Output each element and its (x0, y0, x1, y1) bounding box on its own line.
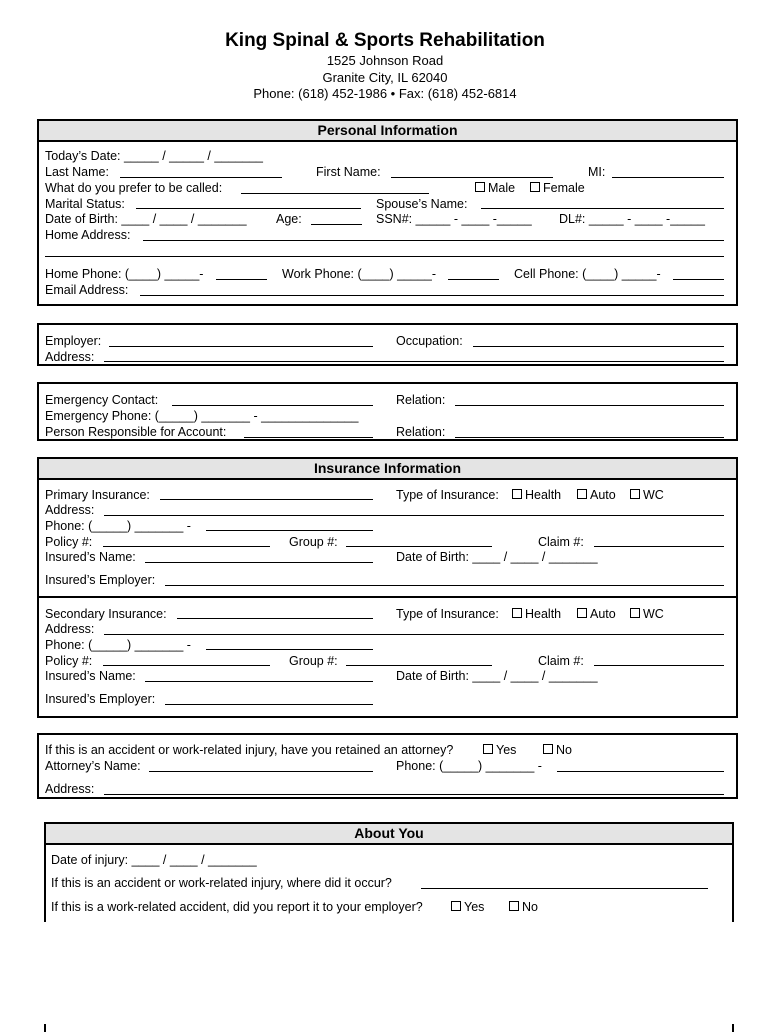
page-cutoff (0, 922, 770, 1024)
auto-label: Auto (590, 488, 616, 502)
responsible-person-label: Person Responsible for Account: (45, 425, 227, 439)
checkbox-icon (530, 182, 540, 192)
primary-insured-employer-label: Insured’s Employer: (45, 573, 156, 587)
emergency-relation-label: Relation: (396, 393, 446, 407)
primary-insured-name-input[interactable] (145, 562, 373, 563)
secondary-policy-input[interactable] (103, 665, 270, 666)
employer-input[interactable] (109, 346, 373, 347)
primary-phone-input[interactable] (206, 530, 373, 531)
emergency-contact-label: Emergency Contact: (45, 393, 159, 407)
primary-type-label: Type of Insurance: (396, 488, 499, 502)
section-heading-about-you: About You (46, 824, 732, 845)
responsible-relation-input[interactable] (455, 437, 724, 438)
secondary-insured-dob-field[interactable]: Date of Birth: ____ / ____ / _______ (396, 669, 598, 683)
section-heading-insurance: Insurance Information (39, 459, 736, 480)
home-phone-input[interactable] (216, 279, 267, 280)
checkbox-icon (543, 744, 553, 754)
occupation-label: Occupation: (396, 334, 463, 348)
mi-label: MI: (588, 165, 606, 179)
checkbox-icon (630, 489, 640, 499)
primary-claim-label: Claim #: (538, 535, 584, 549)
secondary-policy-label: Policy #: (45, 654, 93, 668)
insurance-divider (37, 596, 738, 598)
employer-address-input[interactable] (104, 361, 724, 362)
clinic-address-line2: Granite City, IL 62040 (322, 70, 448, 85)
attorney-phone-input[interactable] (557, 771, 724, 772)
secondary-auto-checkbox[interactable] (577, 607, 616, 621)
secondary-insurance-input[interactable] (177, 618, 373, 619)
home-address-input-line2[interactable] (45, 256, 724, 257)
health-label: Health (525, 607, 562, 621)
checkbox-icon (475, 182, 485, 192)
home-phone-label: Home Phone: (____) _____- (45, 267, 204, 281)
no-label: No (522, 900, 538, 914)
secondary-phone-label: Phone: (_____) _______ - (45, 638, 191, 652)
occupation-input[interactable] (473, 346, 724, 347)
marital-status-label: Marital Status: (45, 197, 125, 211)
attorney-yes-checkbox[interactable] (483, 743, 516, 757)
employment-section (37, 323, 738, 366)
secondary-group-input[interactable] (346, 665, 492, 666)
work-phone-label: Work Phone: (____) _____- (282, 267, 437, 281)
secondary-insured-name-label: Insured’s Name: (45, 669, 136, 683)
last-name-label: Last Name: (45, 165, 109, 179)
date-of-birth-field[interactable]: Date of Birth: ____ / ____ / _______ (45, 212, 247, 226)
age-label: Age: (276, 212, 302, 226)
secondary-insured-name-input[interactable] (145, 681, 373, 682)
primary-insurance-label: Primary Insurance: (45, 488, 150, 502)
todays-date-field[interactable]: Today’s Date: _____ / _____ / _______ (45, 149, 263, 163)
attorney-name-input[interactable] (149, 771, 373, 772)
injury-location-input[interactable] (421, 888, 708, 889)
primary-policy-label: Policy #: (45, 535, 93, 549)
male-label: Male (488, 181, 516, 195)
health-label: Health (525, 488, 562, 502)
checkbox-icon (512, 489, 522, 499)
primary-phone-label: Phone: (_____) _______ - (45, 519, 191, 533)
cell-phone-input[interactable] (673, 279, 724, 280)
primary-insured-dob-field[interactable]: Date of Birth: ____ / ____ / _______ (396, 550, 598, 564)
attorney-address-label: Address: (45, 782, 95, 796)
injury-location-label: If this is an accident or work-related injury, where did it occur? (51, 876, 392, 890)
primary-address-label: Address: (45, 503, 95, 517)
secondary-insurance-label: Secondary Insurance: (45, 607, 167, 621)
email-input[interactable] (140, 295, 724, 296)
marital-status-input[interactable] (136, 208, 361, 209)
home-address-input[interactable] (143, 240, 724, 241)
secondary-type-label: Type of Insurance: (396, 607, 499, 621)
checkbox-icon (577, 489, 587, 499)
secondary-group-label: Group #: (289, 654, 338, 668)
emergency-phone-field[interactable]: Emergency Phone: (_____) _______ - ______________ (45, 409, 359, 423)
secondary-phone-input[interactable] (206, 649, 373, 650)
attorney-address-input[interactable] (104, 794, 724, 795)
first-name-label: First Name: (316, 165, 381, 179)
primary-insured-employer-input[interactable] (165, 585, 724, 586)
attorney-no-checkbox[interactable] (543, 743, 572, 757)
responsible-relation-label: Relation: (396, 425, 446, 439)
male-checkbox[interactable] (475, 181, 515, 195)
preferred-name-input[interactable] (241, 193, 429, 194)
ssn-field[interactable]: SSN#: _____ - ____ -_____ (376, 212, 532, 226)
wc-label: WC (643, 607, 664, 621)
last-name-input[interactable] (120, 177, 282, 178)
clinic-contact: Phone: (618) 452-1986 • Fax: (618) 452-6814 (253, 86, 517, 101)
secondary-address-input[interactable] (104, 634, 724, 635)
secondary-claim-label: Claim #: (538, 654, 584, 668)
primary-group-label: Group #: (289, 535, 338, 549)
responsible-person-input[interactable] (244, 437, 373, 438)
reported-to-employer-label: If this is a work-related accident, did you report it to your employer? (51, 900, 423, 914)
checkbox-icon (512, 608, 522, 618)
reported-no-checkbox[interactable] (509, 900, 538, 914)
auto-label: Auto (590, 607, 616, 621)
clinic-name: King Spinal & Sports Rehabilitation (225, 30, 545, 51)
secondary-claim-input[interactable] (594, 665, 724, 666)
secondary-address-label: Address: (45, 622, 95, 636)
email-label: Email Address: (45, 283, 129, 297)
secondary-insured-employer-input[interactable] (165, 704, 373, 705)
no-label: No (556, 743, 572, 757)
primary-claim-input[interactable] (594, 546, 724, 547)
checkbox-icon (483, 744, 493, 754)
yes-label: Yes (464, 900, 485, 914)
primary-address-input[interactable] (104, 515, 724, 516)
checkbox-icon (577, 608, 587, 618)
secondary-health-checkbox[interactable] (512, 607, 561, 621)
checkbox-icon (630, 608, 640, 618)
spouse-name-input[interactable] (481, 208, 724, 209)
mi-input[interactable] (612, 177, 724, 178)
primary-policy-input[interactable] (103, 546, 270, 547)
employer-label: Employer: (45, 334, 102, 348)
section-heading-personal: Personal Information (39, 121, 736, 142)
female-checkbox[interactable] (530, 181, 585, 195)
female-label: Female (543, 181, 585, 195)
reported-yes-checkbox[interactable] (451, 900, 484, 914)
work-phone-input[interactable] (448, 279, 499, 280)
employer-address-label: Address: (45, 350, 95, 364)
primary-auto-checkbox[interactable] (577, 488, 616, 502)
attorney-question: If this is an accident or work-related injury, have you retained an attorney? (45, 743, 454, 757)
home-address-label: Home Address: (45, 228, 131, 242)
date-of-injury-field[interactable]: Date of injury: ____ / ____ / _______ (51, 853, 257, 867)
attorney-phone-label: Phone: (_____) _______ - (396, 759, 542, 773)
checkbox-icon (509, 901, 519, 911)
primary-group-input[interactable] (346, 546, 492, 547)
cell-phone-label: Cell Phone: (____) _____- (514, 267, 661, 281)
spouse-name-label: Spouse’s Name: (376, 197, 468, 211)
primary-insured-name-label: Insured’s Name: (45, 550, 136, 564)
primary-insurance-input[interactable] (160, 499, 373, 500)
secondary-insured-employer-label: Insured’s Employer: (45, 692, 156, 706)
yes-label: Yes (496, 743, 517, 757)
dl-field[interactable]: DL#: _____ - ____ -_____ (559, 212, 705, 226)
preferred-name-label: What do you prefer to be called: (45, 181, 223, 195)
age-input[interactable] (311, 224, 362, 225)
primary-health-checkbox[interactable] (512, 488, 561, 502)
emergency-contact-input[interactable] (172, 405, 373, 406)
primary-wc-checkbox[interactable] (630, 488, 664, 502)
attorney-name-label: Attorney’s Name: (45, 759, 141, 773)
emergency-relation-input[interactable] (455, 405, 724, 406)
wc-label: WC (643, 488, 664, 502)
clinic-address-line1: 1525 Johnson Road (326, 53, 444, 68)
checkbox-icon (451, 901, 461, 911)
first-name-input[interactable] (391, 177, 553, 178)
secondary-wc-checkbox[interactable] (630, 607, 664, 621)
